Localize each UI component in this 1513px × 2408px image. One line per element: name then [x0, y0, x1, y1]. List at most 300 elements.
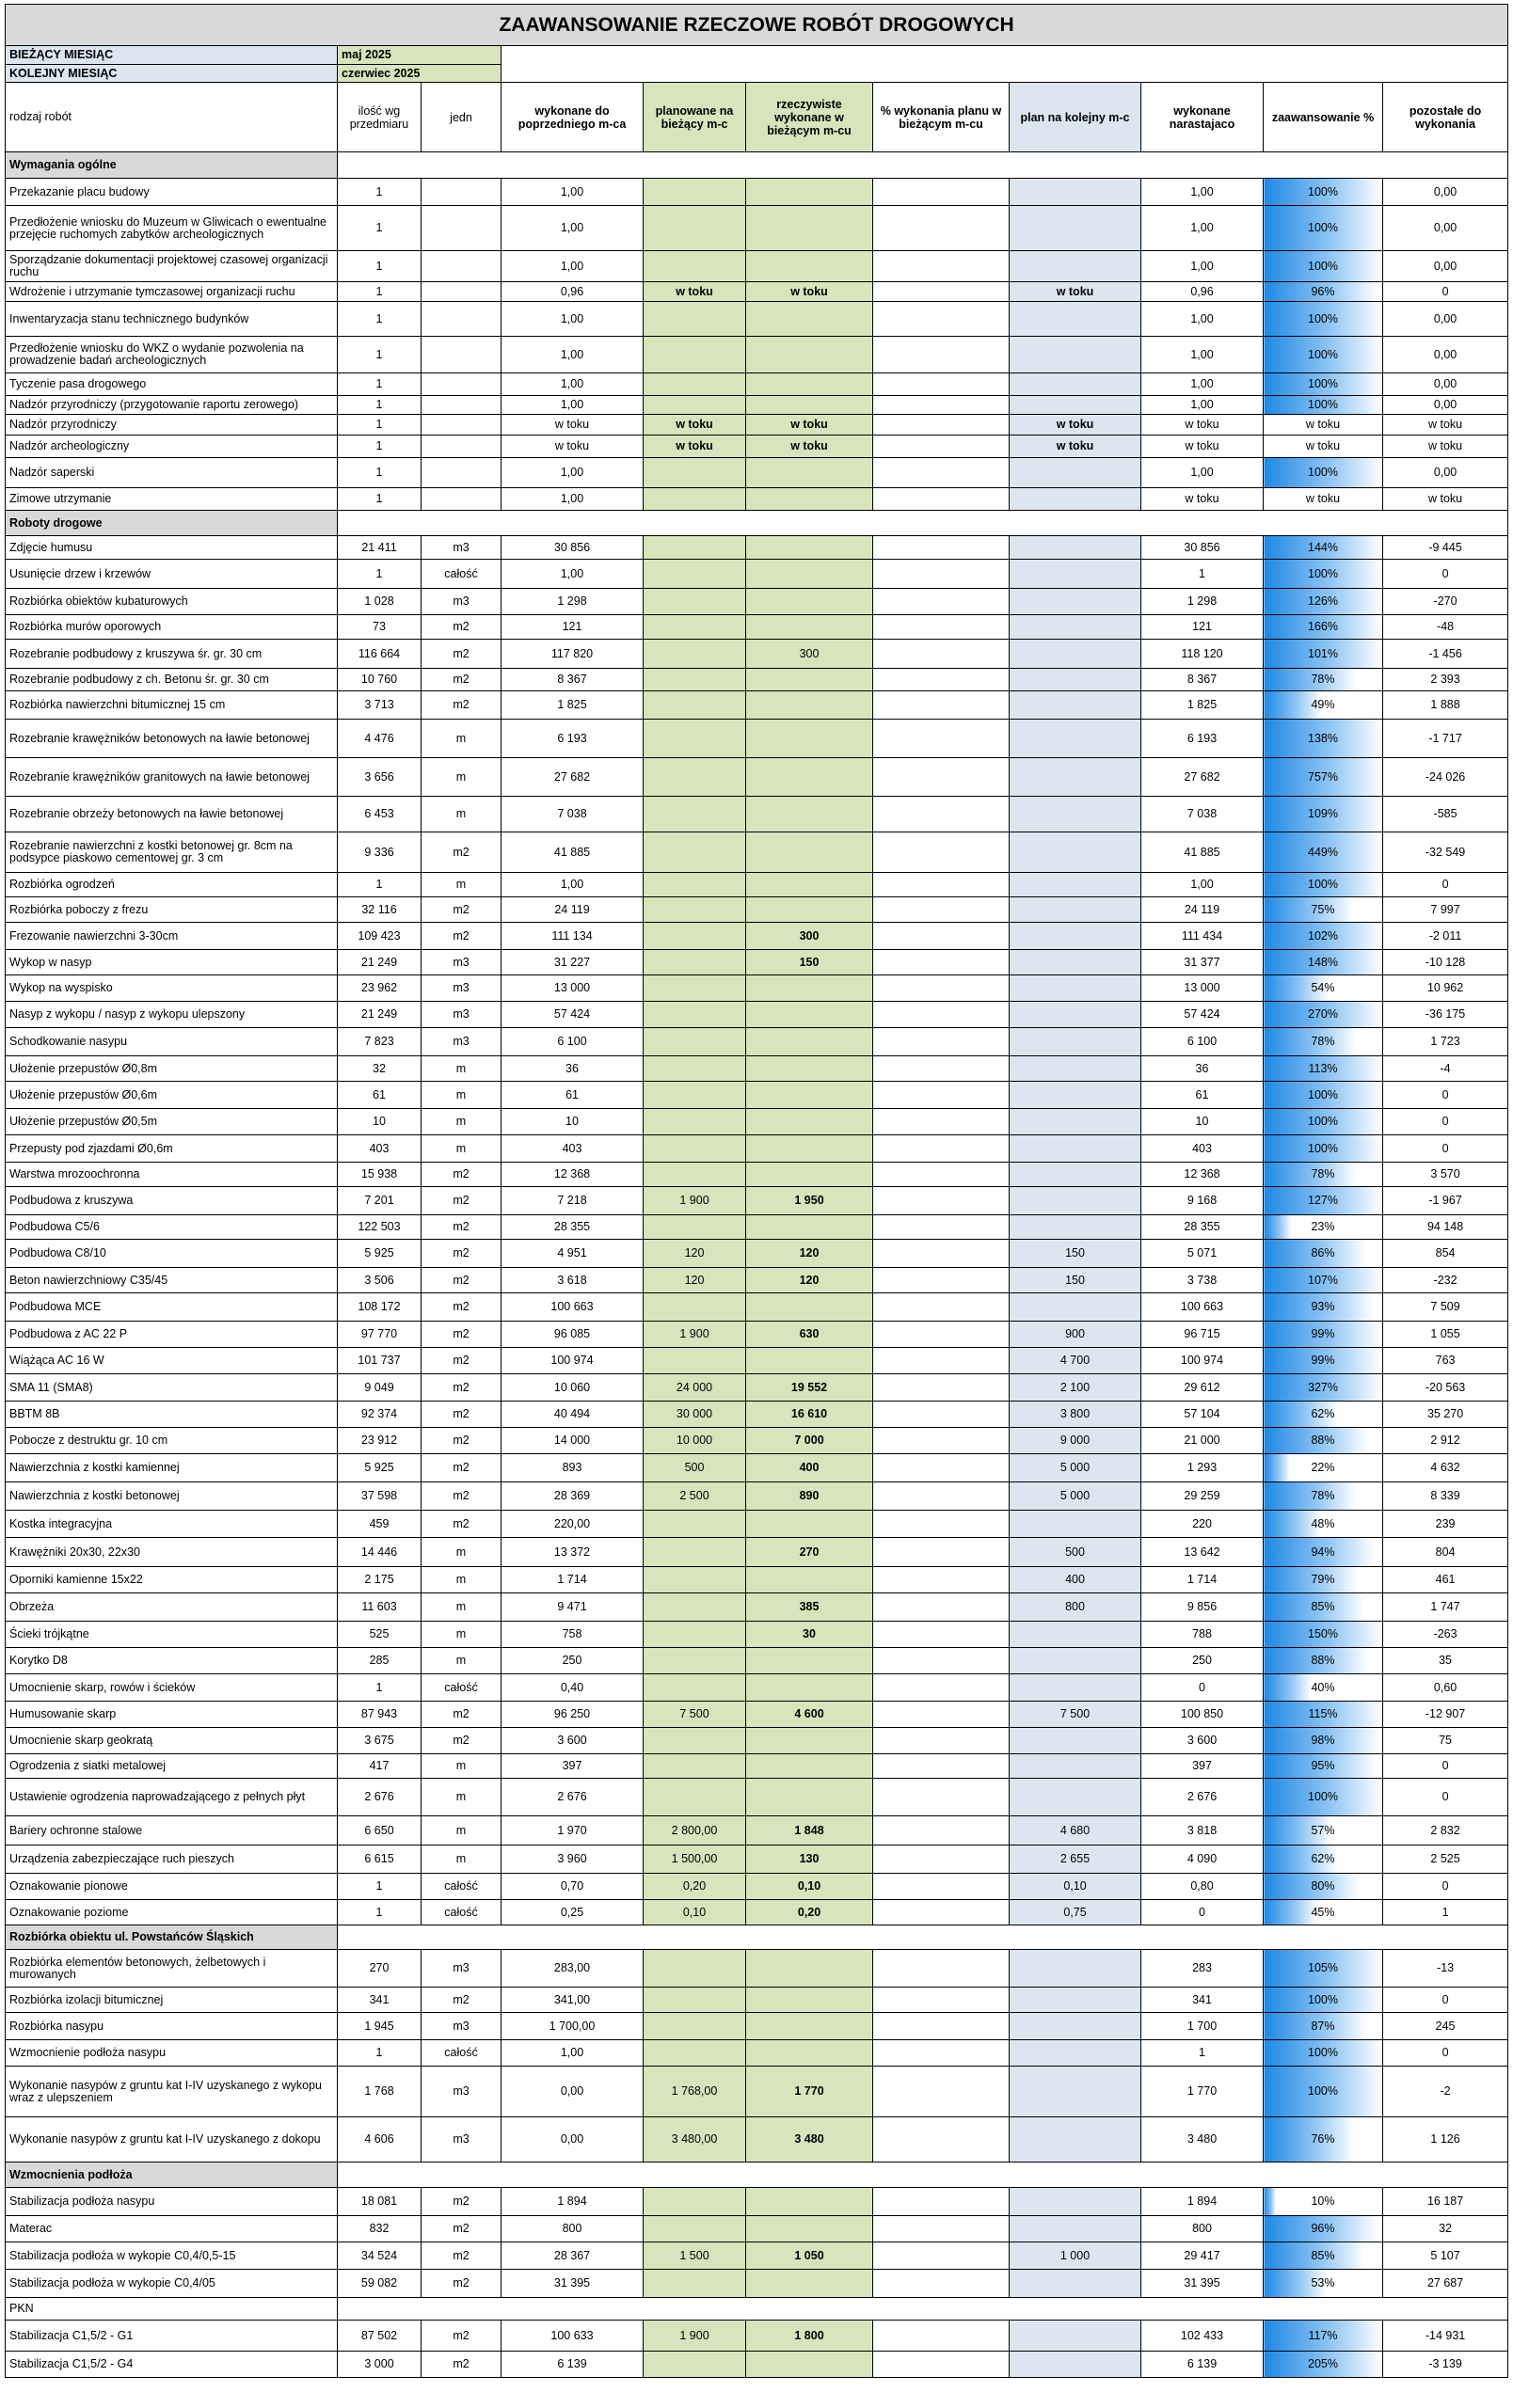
cell-adv: 57% — [1264, 1816, 1383, 1846]
cell-planned — [644, 458, 746, 488]
cell-next — [1010, 897, 1141, 923]
cell-actual: 400 — [746, 1454, 873, 1482]
cell-pct — [873, 415, 1010, 436]
cell-unit: m3 — [422, 1028, 502, 1056]
table-row — [6, 923, 1508, 950]
cell-unit: m3 — [422, 1950, 502, 1988]
cell-prev: 61 — [502, 1082, 644, 1109]
cell-cum: 21 000 — [1141, 1428, 1264, 1454]
cell-next: 5 000 — [1010, 1482, 1141, 1511]
cell-cum: 9 856 — [1141, 1593, 1264, 1622]
cell-rem: 0 — [1383, 1754, 1508, 1779]
cell-prev: 250 — [502, 1648, 644, 1674]
cell-cum: 220 — [1141, 1511, 1264, 1538]
cell-qty: 2 676 — [338, 1779, 422, 1816]
cell-qty: 1 — [338, 2040, 422, 2067]
cell-prev: 40 494 — [502, 1402, 644, 1428]
cell-actual — [746, 832, 873, 873]
cell-unit: m3 — [422, 975, 502, 1002]
cell-planned — [644, 1538, 746, 1567]
cell-cum: 0 — [1141, 1674, 1264, 1702]
cell-qty: 1 — [338, 251, 422, 282]
cell-adv: 98% — [1264, 1728, 1383, 1754]
cell-qty: 1 — [338, 488, 422, 511]
table-row — [6, 640, 1508, 669]
table-row — [6, 1988, 1508, 2013]
table-row — [6, 2242, 1508, 2270]
cell-unit: m2 — [422, 1702, 502, 1728]
cell-prev: 1,00 — [502, 488, 644, 511]
cell-unit: m2 — [422, 1511, 502, 1538]
cell-name: Frezowanie nawierzchni 3-30cm — [6, 923, 338, 950]
table-row — [6, 1268, 1508, 1293]
cell-next — [1010, 2188, 1141, 2216]
cell-name: Umocnienie skarp geokratą — [6, 1728, 338, 1754]
cell-qty: 73 — [338, 615, 422, 640]
cell-planned: 2 800,00 — [644, 1816, 746, 1846]
cell-prev: 9 471 — [502, 1593, 644, 1622]
cell-cum: 2 676 — [1141, 1779, 1264, 1816]
cell-next — [1010, 669, 1141, 691]
table-row — [6, 758, 1508, 797]
cell-next — [1010, 1779, 1141, 1816]
cell-cum: w toku — [1141, 488, 1264, 511]
cell-pct — [873, 373, 1010, 396]
cell-name: Rozbiórka ogrodzeń — [6, 873, 338, 897]
cell-planned — [644, 1002, 746, 1028]
cell-name: Przedłożenie wniosku do Muzeum w Gliwicach o ewentualne przejęcie ruchomych zabytków archeologicznych — [6, 206, 338, 251]
cell-adv: 126% — [1264, 589, 1383, 615]
cell-name: Rozbiórka nawierzchni bitumicznej 15 cm — [6, 691, 338, 720]
cell-unit: m2 — [422, 1454, 502, 1482]
cell-rem: 239 — [1383, 1511, 1508, 1538]
cell-next — [1010, 1648, 1141, 1674]
cell-qty: 7 823 — [338, 1028, 422, 1056]
cell-name: Obrzeża — [6, 1593, 338, 1622]
cell-actual: w toku — [746, 282, 873, 302]
cell-pct — [873, 1056, 1010, 1082]
cell-actual: 1 950 — [746, 1187, 873, 1215]
cell-planned — [644, 2013, 746, 2040]
cell-qty: 1 945 — [338, 2013, 422, 2040]
cell-unit: m2 — [422, 691, 502, 720]
cell-rem: -1 967 — [1383, 1187, 1508, 1215]
cell-qty: 5 925 — [338, 1240, 422, 1268]
cell-adv: 100% — [1264, 458, 1383, 488]
cell-adv: w toku — [1264, 415, 1383, 436]
cell-unit: m2 — [422, 1402, 502, 1428]
cell-actual — [746, 373, 873, 396]
cell-qty: 18 081 — [338, 2188, 422, 2216]
cell-adv: 78% — [1264, 669, 1383, 691]
cell-rem: 245 — [1383, 2013, 1508, 2040]
cell-pct — [873, 179, 1010, 206]
cell-planned: 3 480,00 — [644, 2117, 746, 2162]
cell-next: 1 000 — [1010, 2242, 1141, 2270]
cell-prev: 0,25 — [502, 1900, 644, 1925]
cell-pct — [873, 1846, 1010, 1874]
cell-rem: -1 717 — [1383, 720, 1508, 758]
header-actual: rzeczywiste wykonane w bieżącym m-cu — [746, 83, 873, 152]
cell-name: Zimowe utrzymanie — [6, 488, 338, 511]
table-row — [6, 251, 1508, 282]
table-row — [6, 975, 1508, 1002]
cell-cum: 7 038 — [1141, 797, 1264, 832]
table-row — [6, 282, 1508, 302]
cell-rem: 1 888 — [1383, 691, 1508, 720]
cell-name: Inwentaryzacja stanu technicznego budynków — [6, 302, 338, 337]
table-row — [6, 2013, 1508, 2040]
cell-planned — [644, 1674, 746, 1702]
cell-adv: 107% — [1264, 1268, 1383, 1293]
cell-prev: 0,70 — [502, 1874, 644, 1900]
cell-next — [1010, 1988, 1141, 2013]
cell-next — [1010, 2270, 1141, 2298]
cell-cum: 1 770 — [1141, 2067, 1264, 2117]
cell-next — [1010, 396, 1141, 415]
cell-qty: 1 — [338, 1900, 422, 1925]
cell-planned — [644, 1779, 746, 1816]
cell-planned — [644, 758, 746, 797]
table-row — [6, 1240, 1508, 1268]
cell-qty: 3 675 — [338, 1728, 422, 1754]
cell-name: Rozebranie podbudowy z kruszywa śr. gr. 30 cm — [6, 640, 338, 669]
cell-cum: 61 — [1141, 1082, 1264, 1109]
cell-adv: 757% — [1264, 758, 1383, 797]
cell-cum: 403 — [1141, 1135, 1264, 1163]
cell-rem: -48 — [1383, 615, 1508, 640]
table-row — [6, 536, 1508, 560]
cell-qty: 1 — [338, 1874, 422, 1900]
cell-unit: m3 — [422, 536, 502, 560]
cell-planned — [644, 302, 746, 337]
table-row — [6, 1648, 1508, 1674]
cell-qty: 341 — [338, 1988, 422, 2013]
cell-prev: 28 369 — [502, 1482, 644, 1511]
cell-adv: 115% — [1264, 1702, 1383, 1728]
cell-name: Humusowanie skarp — [6, 1702, 338, 1728]
table-row — [6, 488, 1508, 511]
cell-cum: 1,00 — [1141, 302, 1264, 337]
cell-cum: 3 738 — [1141, 1268, 1264, 1293]
cell-actual — [746, 1567, 873, 1593]
cell-name: Oznakowanie poziome — [6, 1900, 338, 1925]
cell-adv: w toku — [1264, 436, 1383, 458]
cell-planned: w toku — [644, 436, 746, 458]
cell-cum: 1 — [1141, 560, 1264, 589]
cell-prev: 14 000 — [502, 1428, 644, 1454]
cell-prev: 1,00 — [502, 2040, 644, 2067]
cell-qty: 832 — [338, 2216, 422, 2242]
cell-next — [1010, 1674, 1141, 1702]
cell-next — [1010, 832, 1141, 873]
cell-planned — [644, 669, 746, 691]
cell-name: Podbudowa C5/6 — [6, 1215, 338, 1240]
cell-prev: 1,00 — [502, 396, 644, 415]
cell-cum: 283 — [1141, 1950, 1264, 1988]
cell-unit: m — [422, 1135, 502, 1163]
cell-cum: 8 367 — [1141, 669, 1264, 691]
sheet-title: ZAAWANSOWANIE RZECZOWE ROBÓT DROGOWYCH — [6, 5, 1508, 46]
cell-name: Wiążąca AC 16 W — [6, 1348, 338, 1374]
table-row — [6, 1109, 1508, 1135]
cell-rem: -4 — [1383, 1056, 1508, 1082]
cell-name: Rozebranie obrzeży betonowych na ławie betonowej — [6, 797, 338, 832]
cell-qty: 3 713 — [338, 691, 422, 720]
cell-actual — [746, 797, 873, 832]
cell-unit: m — [422, 1082, 502, 1109]
cell-actual — [746, 615, 873, 640]
table-row — [6, 458, 1508, 488]
cell-pct — [873, 1348, 1010, 1374]
cell-name: Rozebranie nawierzchni z kostki betonowej gr. 8cm na podsypce piaskowo cementowej gr. 3 cm — [6, 832, 338, 873]
cell-rem: 5 107 — [1383, 2242, 1508, 2270]
cell-qty: 525 — [338, 1622, 422, 1648]
cell-name: Rozebranie krawężników granitowych na ławie betonowej — [6, 758, 338, 797]
cell-qty: 7 201 — [338, 1187, 422, 1215]
cell-qty: 1 — [338, 282, 422, 302]
table-row — [6, 1135, 1508, 1163]
cell-planned — [644, 488, 746, 511]
cell-actual: 120 — [746, 1240, 873, 1268]
cell-qty: 92 374 — [338, 1402, 422, 1428]
cell-actual — [746, 2352, 873, 2378]
cell-actual — [746, 669, 873, 691]
cell-planned: 10 000 — [644, 1428, 746, 1454]
table-row — [6, 1082, 1508, 1109]
cell-next: 7 500 — [1010, 1702, 1141, 1728]
cell-prev: 800 — [502, 2216, 644, 2242]
cell-adv: 166% — [1264, 615, 1383, 640]
cell-prev: 57 424 — [502, 1002, 644, 1028]
cell-rem: w toku — [1383, 415, 1508, 436]
cell-name: Przekazanie placu budowy — [6, 179, 338, 206]
cell-adv: 78% — [1264, 1482, 1383, 1511]
cell-pct — [873, 536, 1010, 560]
cell-cum: 1 894 — [1141, 2188, 1264, 2216]
cell-planned: 1 900 — [644, 1322, 746, 1348]
cell-name: Ułożenie przepustów Ø0,8m — [6, 1056, 338, 1082]
cell-name: Rozbiórka nasypu — [6, 2013, 338, 2040]
cell-pct — [873, 797, 1010, 832]
cell-adv: 54% — [1264, 975, 1383, 1002]
cell-adv: 109% — [1264, 797, 1383, 832]
current-month-value: maj 2025 — [338, 46, 502, 65]
cell-unit: m — [422, 720, 502, 758]
cell-name: Urządzenia zabezpieczające ruch pieszych — [6, 1846, 338, 1874]
section-spacer — [338, 2162, 1508, 2188]
cell-qty: 9 049 — [338, 1374, 422, 1402]
cell-prev: 30 856 — [502, 536, 644, 560]
cell-name: Ścieki trójkątne — [6, 1622, 338, 1648]
cell-unit — [422, 373, 502, 396]
cell-prev: 117 820 — [502, 640, 644, 669]
cell-rem: 75 — [1383, 1728, 1508, 1754]
table-row — [6, 1482, 1508, 1511]
cell-actual: 270 — [746, 1538, 873, 1567]
cell-name: Podbudowa C8/10 — [6, 1240, 338, 1268]
table-row — [6, 179, 1508, 206]
cell-pct — [873, 458, 1010, 488]
cell-planned — [644, 2188, 746, 2216]
cell-qty: 87 502 — [338, 2321, 422, 2352]
cell-prev: 0,00 — [502, 2117, 644, 2162]
cell-actual — [746, 1293, 873, 1322]
cell-rem: 0,00 — [1383, 179, 1508, 206]
cell-prev: 7 218 — [502, 1187, 644, 1215]
table-row — [6, 1754, 1508, 1779]
cell-adv: 205% — [1264, 2352, 1383, 2378]
cell-unit: m2 — [422, 1163, 502, 1187]
table-row — [6, 396, 1508, 415]
table-row — [6, 691, 1508, 720]
cell-unit: m2 — [422, 923, 502, 950]
table-row — [6, 1816, 1508, 1846]
cell-unit — [422, 302, 502, 337]
cell-rem: -14 931 — [1383, 2321, 1508, 2352]
cell-adv: 127% — [1264, 1187, 1383, 1215]
cell-next — [1010, 1728, 1141, 1754]
table-row — [6, 1454, 1508, 1482]
cell-adv: 99% — [1264, 1322, 1383, 1348]
table-row — [6, 720, 1508, 758]
cell-actual — [746, 1779, 873, 1816]
cell-cum: 0 — [1141, 1900, 1264, 1925]
cell-cum: 1 298 — [1141, 589, 1264, 615]
cell-rem: -263 — [1383, 1622, 1508, 1648]
cell-qty: 1 — [338, 373, 422, 396]
cell-prev: 28 355 — [502, 1215, 644, 1240]
cell-planned — [644, 832, 746, 873]
cell-qty: 108 172 — [338, 1293, 422, 1322]
cell-name: Stabilizacja C1,5/2 - G4 — [6, 2352, 338, 2378]
cell-cum: 28 355 — [1141, 1215, 1264, 1240]
cell-cum: 4 090 — [1141, 1846, 1264, 1874]
cell-qty: 403 — [338, 1135, 422, 1163]
cell-planned — [644, 251, 746, 282]
cell-pct — [873, 1428, 1010, 1454]
cell-rem: 35 270 — [1383, 1402, 1508, 1428]
cell-planned — [644, 1028, 746, 1056]
cell-prev: 0,96 — [502, 282, 644, 302]
cell-actual: 30 — [746, 1622, 873, 1648]
cell-planned: 1 900 — [644, 1187, 746, 1215]
cell-actual — [746, 1988, 873, 2013]
cell-unit: całość — [422, 2040, 502, 2067]
table-row — [6, 1622, 1508, 1648]
cell-unit — [422, 337, 502, 373]
cell-rem: 94 148 — [1383, 1215, 1508, 1240]
cell-prev: 96 250 — [502, 1702, 644, 1728]
cell-unit — [422, 396, 502, 415]
cell-qty: 1 — [338, 396, 422, 415]
cell-cum: 57 424 — [1141, 1002, 1264, 1028]
cell-rem: -2 — [1383, 2067, 1508, 2117]
cell-rem: -36 175 — [1383, 1002, 1508, 1028]
cell-unit: m2 — [422, 1428, 502, 1454]
cell-actual — [746, 251, 873, 282]
cell-cum: 1 — [1141, 2040, 1264, 2067]
cell-next — [1010, 1002, 1141, 1028]
cell-actual — [746, 2270, 873, 2298]
cell-name: Wykop w nasyp — [6, 950, 338, 975]
cell-pct — [873, 1322, 1010, 1348]
cell-unit: m — [422, 1648, 502, 1674]
cell-actual: 1 800 — [746, 2321, 873, 2352]
cell-planned — [644, 897, 746, 923]
cell-rem: w toku — [1383, 436, 1508, 458]
cell-rem: 7 509 — [1383, 1293, 1508, 1322]
cell-actual — [746, 1109, 873, 1135]
cell-cum: 13 000 — [1141, 975, 1264, 1002]
cell-next — [1010, 1511, 1141, 1538]
cell-pct — [873, 251, 1010, 282]
cell-pct — [873, 1187, 1010, 1215]
cell-planned: w toku — [644, 415, 746, 436]
cell-cum: 1,00 — [1141, 179, 1264, 206]
cell-adv: 113% — [1264, 1056, 1383, 1082]
cell-adv: 85% — [1264, 1593, 1383, 1622]
cell-actual — [746, 720, 873, 758]
cell-cum: 788 — [1141, 1622, 1264, 1648]
cell-rem: -24 026 — [1383, 758, 1508, 797]
cell-unit — [422, 179, 502, 206]
cell-adv: 62% — [1264, 1846, 1383, 1874]
cell-unit: m2 — [422, 832, 502, 873]
cell-cum: 57 104 — [1141, 1402, 1264, 1428]
cell-next — [1010, 251, 1141, 282]
cell-qty: 1 — [338, 458, 422, 488]
cell-pct — [873, 1109, 1010, 1135]
cell-prev: 1,00 — [502, 206, 644, 251]
cell-pct — [873, 2040, 1010, 2067]
table-row — [6, 415, 1508, 436]
cell-unit: m2 — [422, 615, 502, 640]
cell-next: 2 100 — [1010, 1374, 1141, 1402]
cell-prev: 7 038 — [502, 797, 644, 832]
cell-next: 900 — [1010, 1322, 1141, 1348]
section-title: Roboty drogowe — [6, 511, 338, 536]
cell-planned: 2 500 — [644, 1482, 746, 1511]
cell-prev: 1,00 — [502, 302, 644, 337]
cell-actual — [746, 2188, 873, 2216]
cell-prev: 1,00 — [502, 179, 644, 206]
cell-actual — [746, 1082, 873, 1109]
cell-qty: 32 116 — [338, 897, 422, 923]
cell-name: Podbudowa MCE — [6, 1293, 338, 1322]
cell-next: w toku — [1010, 415, 1141, 436]
header-name: rodzaj robót — [6, 83, 338, 152]
cell-actual: 130 — [746, 1846, 873, 1874]
cell-pct — [873, 1754, 1010, 1779]
cell-planned — [644, 2352, 746, 2378]
cell-actual — [746, 975, 873, 1002]
header-qty: ilość wg przedmiaru — [338, 83, 422, 152]
cell-planned: w toku — [644, 282, 746, 302]
table-row — [6, 436, 1508, 458]
cell-actual: 150 — [746, 950, 873, 975]
cell-actual: 1 770 — [746, 2067, 873, 2117]
cell-adv: 95% — [1264, 1754, 1383, 1779]
cell-qty: 97 770 — [338, 1322, 422, 1348]
cell-qty: 1 028 — [338, 589, 422, 615]
cell-prev: 4 951 — [502, 1240, 644, 1268]
cell-next: w toku — [1010, 436, 1141, 458]
cell-unit — [422, 436, 502, 458]
cell-adv: 96% — [1264, 2216, 1383, 2242]
table-row — [6, 1163, 1508, 1187]
cell-actual — [746, 1135, 873, 1163]
